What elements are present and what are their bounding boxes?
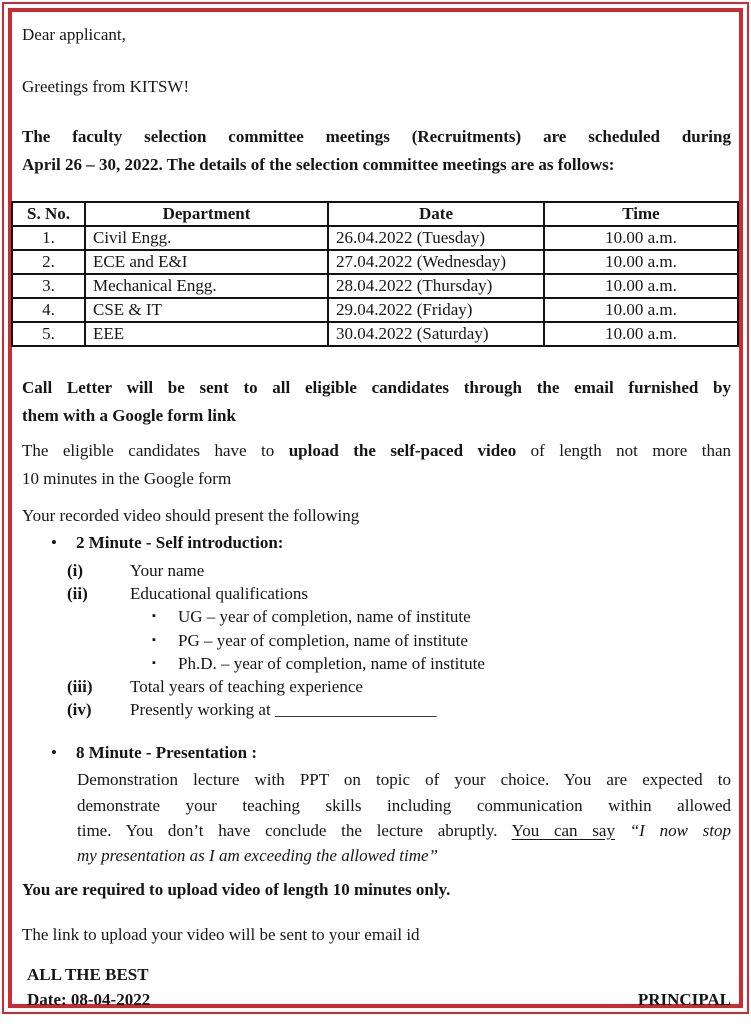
cell-time: 10.00 a.m. <box>544 322 738 346</box>
sub-list-item <box>22 652 731 675</box>
table-row <box>12 274 738 298</box>
quote-end: my presentation as I am exceeding the allowed time” <box>77 846 439 866</box>
cell-sno: 5. <box>12 322 85 346</box>
upload-text-pre: The eligible candidates have to <box>22 441 289 460</box>
cell-date: 28.04.2022 (Thursday) <box>328 274 544 298</box>
cell-sno: 1. <box>12 226 85 250</box>
call-letter-line-2: them with a Google form link <box>22 406 236 425</box>
bullet-icon: • <box>51 533 57 552</box>
cell-department: EEE <box>85 322 328 346</box>
underlined-phrase: You can say <box>511 820 615 840</box>
list-item-text: Your name <box>130 561 205 580</box>
list-item-marker: (iii) <box>67 677 93 697</box>
call-letter-paragraph <box>22 374 731 430</box>
cell-department: ECE and E&I <box>85 250 328 274</box>
table-header-row <box>12 202 738 226</box>
sub-list-item <box>22 605 731 628</box>
cell-time: 10.00 a.m. <box>544 226 738 250</box>
eight-minute-title: 8 Minute - Presentation : <box>76 743 257 763</box>
quote-start: “I now stop <box>614 820 731 840</box>
cell-date: 29.04.2022 (Friday) <box>328 298 544 322</box>
date-label: Date: 08-04-2022 <box>27 990 151 1010</box>
greeting-line: Greetings from KITSW! <box>22 77 190 96</box>
cell-time: 10.00 a.m. <box>544 250 738 274</box>
upload-line-1 <box>22 437 731 465</box>
list-item-marker: (iv) <box>67 700 92 720</box>
required-upload-line: You are required to upload video of length 10 minutes only. <box>22 880 451 900</box>
table-row <box>12 322 738 346</box>
closing-block <box>22 964 731 1011</box>
paragraph-line: Demonstration lecture with PPT on topic of your choice. You are expected to <box>77 770 731 790</box>
cell-time: 10.00 a.m. <box>544 274 738 298</box>
call-letter-line-1: Call Letter will be sent to all eligible candidates through the email furnished by <box>22 378 731 397</box>
cell-date: 27.04.2022 (Wednesday) <box>328 250 544 274</box>
list-item <box>22 698 731 721</box>
upload-text-bold: upload the self-paced video <box>288 441 517 460</box>
principal-signature: PRINCIPAL <box>637 990 731 1010</box>
square-bullet-icon: ▪ <box>152 610 156 623</box>
eight-minute-heading <box>22 741 731 765</box>
bullet-icon: • <box>51 743 57 763</box>
schedule-table <box>11 201 739 347</box>
salutation: Dear applicant, <box>22 25 126 44</box>
letter-content <box>22 24 731 1010</box>
cell-department: Civil Engg. <box>85 226 328 250</box>
eight-minute-section <box>22 741 731 868</box>
upload-paragraph <box>22 437 731 493</box>
line3-text: time. You don’t have conclude the lecture abruptly. <box>77 820 512 840</box>
cell-department: Mechanical Engg. <box>85 274 328 298</box>
upload-text-post: of length not more than <box>516 441 731 460</box>
sub-list-item <box>22 629 731 652</box>
table-row <box>12 298 738 322</box>
sub-list-item-text: PG – year of completion, name of institute <box>178 630 468 650</box>
two-minute-list <box>22 559 731 721</box>
header-department: Department <box>85 202 328 226</box>
paragraph-line <box>77 818 731 843</box>
square-bullet-icon: ▪ <box>152 656 156 669</box>
intro-line-1: The faculty selection committee meetings (Recruitments) are scheduled during <box>22 127 731 146</box>
table-row <box>12 226 738 250</box>
cell-sno: 3. <box>12 274 85 298</box>
list-item <box>22 559 731 582</box>
square-bullet-icon: ▪ <box>152 633 156 646</box>
cell-department: CSE & IT <box>85 298 328 322</box>
all-the-best-line: ALL THE BEST <box>27 965 149 985</box>
two-minute-title: 2 Minute - Self introduction: <box>76 533 284 552</box>
upload-line-2: 10 minutes in the Google form <box>22 469 232 488</box>
table-row <box>12 250 738 274</box>
list-item-text: Presently working at ___________________ <box>130 700 437 720</box>
list-item-marker: (ii) <box>67 584 88 604</box>
header-time: Time <box>544 202 738 226</box>
cell-time: 10.00 a.m. <box>544 298 738 322</box>
date-principal-row <box>27 989 731 1011</box>
list-item-text: Total years of teaching experience <box>130 677 363 697</box>
upload-link-line: The link to upload your video will be sent to your email id <box>22 925 420 945</box>
intro-line-2: April 26 – 30, 2022. The details of the selection committee meetings are as follows: <box>22 155 615 174</box>
list-item-text: Educational qualifications <box>130 584 308 604</box>
sub-list-item-text: UG – year of completion, name of institute <box>178 607 471 627</box>
header-date: Date <box>328 202 544 226</box>
video-present-line: Your recorded video should present the following <box>22 506 360 525</box>
eight-minute-paragraph <box>77 767 731 868</box>
paragraph-line: demonstrate your teaching skills including communication within allowed <box>77 795 731 815</box>
cell-sno: 2. <box>12 250 85 274</box>
intro-paragraph <box>22 123 731 179</box>
sub-list-item-text: Ph.D. – year of completion, name of institute <box>178 653 485 673</box>
cell-sno: 4. <box>12 298 85 322</box>
list-item <box>22 675 731 698</box>
cell-date: 30.04.2022 (Saturday) <box>328 322 544 346</box>
header-sno: S. No. <box>12 202 85 226</box>
two-minute-heading <box>22 531 731 555</box>
cell-date: 26.04.2022 (Tuesday) <box>328 226 544 250</box>
list-item <box>22 582 731 605</box>
list-item-marker: (i) <box>67 561 84 580</box>
